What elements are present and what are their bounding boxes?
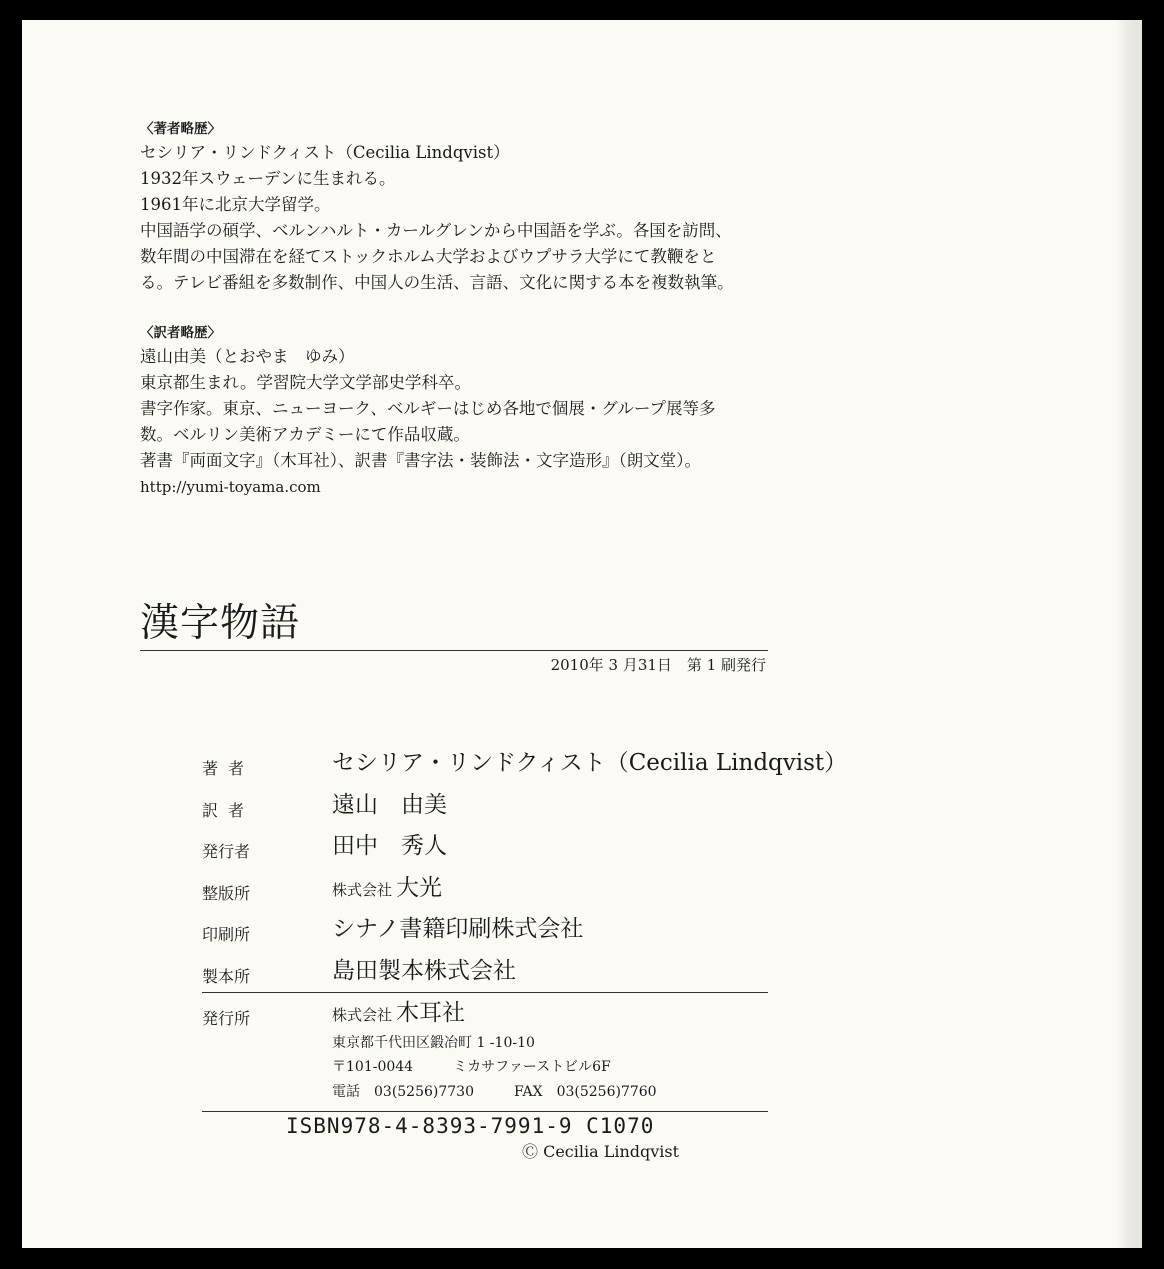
translator-website-url: http://yumi-toyama.com: [140, 478, 321, 496]
author-bio-line: 1932年スウェーデンに生まれる。: [140, 169, 396, 188]
translator-value: 遠山 由美: [332, 792, 447, 818]
colophon-page: [22, 20, 1142, 1248]
translator-bio-line: 東京都生まれ。学習院大学文学部史学科卒。: [140, 373, 471, 392]
author-label: 著者: [202, 759, 255, 778]
translator-label: 訳者: [202, 801, 255, 820]
publisher-name: 木耳社: [396, 1000, 466, 1026]
typesetter-value: [332, 873, 442, 905]
fax-number: FAX 03(5256)7760: [514, 1084, 657, 1100]
edition-date: 2010年 3 月31日 第 1 刷発行: [550, 656, 766, 674]
translator-bio-heading: 〈訳者略歴〉: [140, 325, 221, 341]
binder-value: 島田製本株式会社: [332, 958, 516, 984]
copyright-notice: Ⓒ Cecilia Lindqvist: [522, 1142, 680, 1161]
author-bio-line: る。テレビ番組を多数制作、中国人の生活、言語、文化に関する本を複数執筆。: [140, 273, 734, 292]
author-bio-heading: 〈著者略歴〉: [140, 121, 221, 137]
translator-bio: [140, 322, 780, 500]
translator-bio-line: 著書『両面文字』（木耳社）、訳書『書字法・装飾法・文字造形』（朗文堂）。: [140, 451, 701, 470]
title-rule: [140, 650, 768, 651]
author-value: セシリア・リンドクィスト（Cecilia Lindqvist）: [332, 750, 848, 776]
printer-label: 印刷所: [202, 925, 251, 944]
issuer-value: 田中 秀人: [332, 833, 447, 859]
typesetter-company-prefix: 株式会社: [332, 881, 393, 899]
author-bio-line: 1961年に北京大学留学。: [140, 195, 331, 214]
author-bio-line: 中国語学の碩学、ベルンハルト・カールグレンから中国語を学ぶ。各国を訪問、: [140, 221, 732, 240]
translator-bio-line: 数。ベルリン美術アカデミーにて作品収蔵。: [140, 425, 470, 444]
phone-number: 電話 03(5256)7730: [332, 1084, 474, 1100]
binder-label: 製本所: [202, 967, 251, 986]
page-edge-shadow: [1116, 20, 1142, 1248]
translator-bio-line: 書字作家。東京、ニューヨーク、ベルギーはじめ各地で個展・グループ展等多: [140, 399, 716, 418]
printer-value: シナノ書籍印刷株式会社: [332, 916, 584, 942]
publisher-address: 東京都千代田区鍛冶町 1 -10-10: [332, 1035, 535, 1051]
building-name: ミカサファーストビル6F: [453, 1059, 611, 1075]
isbn-number: ISBN978-4-8393-7991-9 C1070: [286, 1114, 655, 1138]
author-bio: [140, 118, 780, 296]
author-bio-line: 数年間の中国滞在を経てストックホルム大学およびウプサラ大学にて教鞭をと: [140, 247, 717, 266]
publisher-postal-line: [332, 1056, 611, 1078]
publisher-value: [332, 998, 465, 1030]
publisher-label: 発行所: [202, 1009, 251, 1028]
translator-bio-line: 遠山由美（とおやま ゆみ）: [140, 347, 355, 366]
postal-code: 〒101-0044: [332, 1059, 414, 1075]
book-title: 漢字物語: [140, 601, 301, 646]
typesetter-name: 大光: [396, 875, 443, 901]
issuer-label: 発行者: [202, 842, 251, 861]
typesetter-label: 整版所: [202, 884, 251, 903]
publisher-contact-line: [332, 1081, 657, 1103]
author-bio-line: セシリア・リンドクィスト（Cecilia Lindqvist）: [140, 143, 510, 162]
publisher-company-prefix: 株式会社: [332, 1006, 393, 1024]
colophon-rule: [202, 992, 768, 993]
